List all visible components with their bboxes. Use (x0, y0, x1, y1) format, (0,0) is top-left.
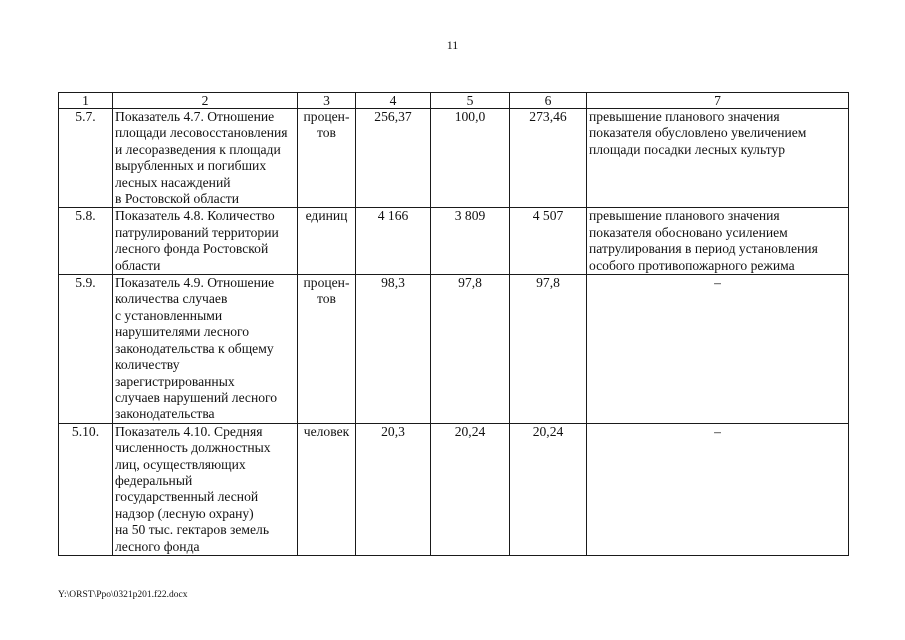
indicator-name-line: законодательства к общему (115, 340, 274, 356)
indicator-name-line: с установленными (115, 307, 223, 323)
value-col4: 256,37 (356, 109, 431, 208)
note-cell (587, 423, 849, 555)
note-cell (587, 275, 849, 424)
value-col6: 4 507 (510, 208, 587, 275)
value-col6: 20,24 (510, 423, 587, 555)
value-col6: 97,8 (510, 275, 587, 424)
indicator-name-line: федеральный (115, 472, 193, 488)
note-line: показателя обосновано усилением (589, 224, 788, 240)
unit-line: тов (317, 125, 336, 141)
row-number: 5.7. (59, 109, 113, 208)
note-line: – (714, 275, 721, 291)
value-col4: 20,3 (356, 423, 431, 555)
indicator-name-line: и лесоразведения к площади (115, 141, 281, 157)
value-col5: 100,0 (431, 109, 510, 208)
indicator-name-line: области (115, 257, 161, 273)
indicator-name-line: зарегистрированных (115, 373, 235, 389)
indicator-name (113, 423, 298, 555)
indicator-name-line: законодательства (115, 406, 215, 422)
indicator-name-line: патрулирований территории (115, 224, 279, 240)
indicator-name-line: численность должностных (115, 440, 271, 456)
indicator-name-line: лиц, осуществляющих (115, 456, 246, 472)
table-row (59, 423, 849, 555)
indicator-name-line: площади лесовосстановления (115, 125, 288, 141)
column-header: 7 (587, 93, 849, 109)
indicator-name-line: Показатель 4.9. Отношение (115, 275, 275, 291)
value-col5: 97,8 (431, 275, 510, 424)
note-line: – (714, 423, 721, 439)
indicator-name-line: лесного фонда Ростовской (115, 241, 269, 257)
indicator-name-line: вырубленных и погибших (115, 158, 267, 174)
footer-file-path: Y:\ORST\Ppo\0321p201.f22.docx (58, 590, 188, 600)
table-row (59, 109, 849, 208)
unit-line: единиц (305, 208, 348, 224)
note-line: превышение планового значения (589, 208, 780, 224)
unit-line: процен- (303, 109, 350, 124)
unit-cell (298, 109, 356, 208)
page-number: 11 (446, 38, 459, 52)
note-cell (587, 109, 849, 208)
value-col5: 3 809 (431, 208, 510, 275)
indicator-name-line: надзор (лесную охрану) (115, 505, 254, 521)
note-line: особого противопожарного режима (589, 257, 795, 273)
unit-line: тов (317, 291, 336, 307)
column-header: 1 (59, 93, 113, 109)
indicator-name-line: в Ростовской области (115, 191, 239, 207)
value-col6: 273,46 (510, 109, 587, 208)
indicator-name-line: случаев нарушений лесного (115, 389, 278, 405)
indicator-name-line: количеству (115, 357, 180, 373)
indicator-name (113, 275, 298, 424)
indicator-name-line: лесных насаждений (115, 174, 231, 190)
value-col5: 20,24 (431, 423, 510, 555)
row-number: 5.10. (59, 423, 113, 555)
column-header: 6 (510, 93, 587, 109)
note-line: площади посадки лесных культур (589, 141, 786, 157)
indicator-name (113, 208, 298, 275)
note-cell (587, 208, 849, 275)
column-header: 4 (356, 93, 431, 109)
indicator-name-line: количества случаев (115, 291, 228, 307)
indicator-name (113, 109, 298, 208)
column-header: 3 (298, 93, 356, 109)
unit-line: человек (303, 423, 350, 439)
value-col4: 98,3 (356, 275, 431, 424)
indicator-table (58, 92, 849, 556)
indicator-name-line: Показатель 4.8. Количество (115, 208, 275, 224)
note-line: патрулирования в период установления (589, 241, 818, 257)
indicator-name-line: лесного фонда (115, 538, 200, 554)
indicator-name-line: нарушителями лесного (115, 324, 250, 340)
indicator-name-line: на 50 тыс. гектаров земель (115, 522, 270, 538)
unit-cell (298, 423, 356, 555)
unit-cell (298, 208, 356, 275)
note-line: показателя обусловлено увеличением (589, 125, 807, 141)
unit-line: процен- (303, 275, 350, 291)
table-row (59, 208, 849, 275)
column-header: 2 (113, 93, 298, 109)
column-header: 5 (431, 93, 510, 109)
note-line: превышение планового значения (589, 109, 780, 124)
table-header-row (59, 93, 849, 109)
indicator-name-line: Показатель 4.7. Отношение (115, 109, 275, 124)
row-number: 5.8. (59, 208, 113, 275)
row-number: 5.9. (59, 275, 113, 424)
unit-cell (298, 275, 356, 424)
indicator-name-line: Показатель 4.10. Средняя (115, 423, 263, 439)
value-col4: 4 166 (356, 208, 431, 275)
indicator-name-line: государственный лесной (115, 489, 259, 505)
table-row (59, 275, 849, 424)
